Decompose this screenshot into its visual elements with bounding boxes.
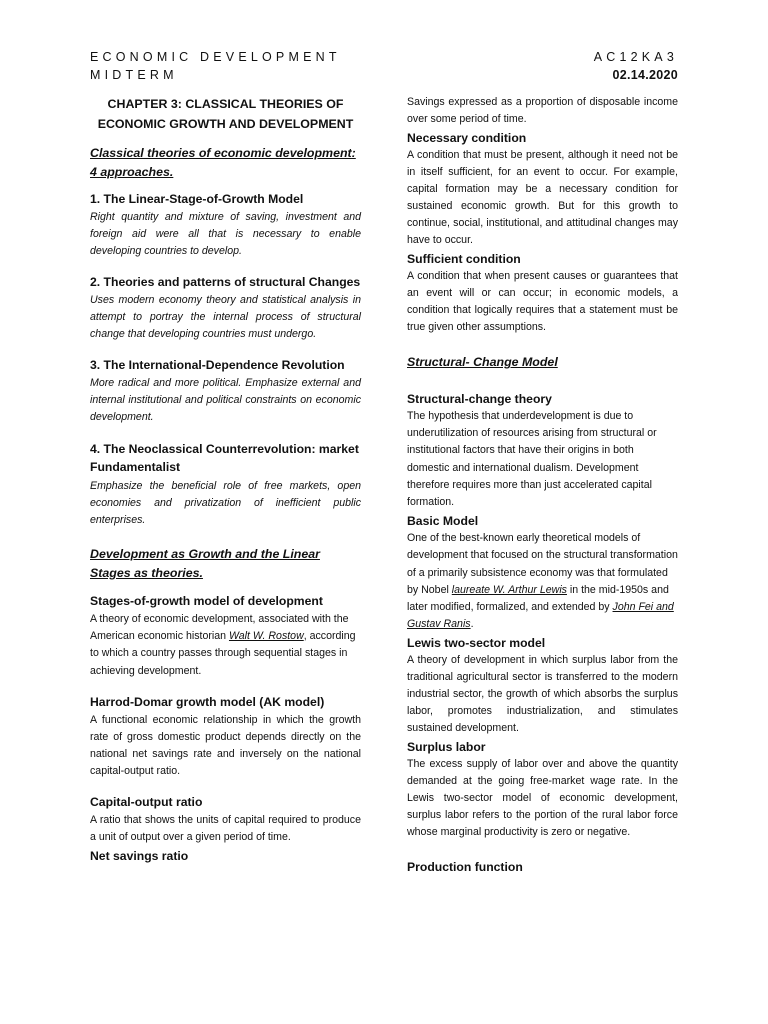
right-column (407, 94, 678, 875)
net-savings-title: Net savings ratio (90, 848, 189, 863)
approach-2-title: 2. Theories and patterns of structural Changes (90, 275, 361, 289)
production-function-title: Production function (407, 860, 523, 875)
necessary-condition-title: Necessary condition (407, 131, 527, 145)
approach-2-desc: Uses modern economy theory and statistical analysis in attempt to portray the internal process of structural change that developing countries must undergo. (90, 294, 361, 340)
linear-stages-section-title: Development as Growth and the Linear Stages as theories. (90, 547, 320, 580)
document-header-right (594, 48, 678, 84)
structural-change-theory-desc: The hypothesis that underdevelopment is due to underutilization of resources arising from structural or institutional factors that have their origins in both domestic and international dualism. Development therefore requires more than just accelerated capital formation. (407, 410, 657, 509)
stages-of-growth-desc (90, 611, 361, 680)
approaches-section-title: Classical theories of economic development: 4 approaches. (90, 146, 356, 179)
approach-4-desc: Emphasize the beneficial role of free markets, open economies and privatization of inefficient public enterprises. (90, 480, 361, 526)
sufficient-condition-title: Sufficient condition (407, 252, 521, 266)
fei-ranis-link[interactable]: John Fei and Gustav Ranis (407, 601, 674, 631)
basic-desc-start: One of the best-known early theoretical models of development that focused on the structural transformation of a primarily subsistence economy was that formulated by Nobel (407, 532, 678, 596)
chapter-title: CHAPTER 3: CLASSICAL THEORIES OF ECONOMIC GROWTH AND DEVELOPMENT (97, 97, 354, 131)
stages-desc-start: A theory of economic development, associated with the American economic historian (90, 613, 349, 643)
basic-model-title: Basic Model (407, 514, 479, 529)
approach-4-title: 4. The Neoclassical Counterrevolution: market Fundamentalist (90, 442, 359, 474)
savings-ratio-desc: Savings expressed as a proportion of disposable income over some period of time. (407, 96, 678, 125)
basic-desc-end: . (470, 618, 474, 631)
harrod-domar-desc: A functional economic relationship in which the growth rate of gross domestic product depends directly on the national net savings rate and inversely on the national capital-output ratio. (90, 713, 361, 777)
section-code: AC12KA3 (593, 50, 678, 64)
lewis-model-title: Lewis two-sector model (407, 636, 546, 651)
approach-1-desc: Right quantity and mixture of saving, investment and foreign aid were all that is necessary to enable developing countries to develop. (90, 211, 361, 257)
lewis-link[interactable]: laureate W. Arthur Lewis (451, 583, 567, 596)
basic-model-desc (407, 530, 678, 633)
stages-of-growth-title: Stages-of-growth model of development (90, 594, 323, 608)
harrod-domar-title: Harrod-Domar growth model (AK model) (90, 694, 325, 709)
necessary-condition-desc: A condition that must be present, although it need not be in itself sufficient, for an event to occur. For example, capital formation may be a necessary condition for sustained economic growth. But for this growth to continue, social, institutional, and attitudinal changes may have to occur. (407, 149, 678, 246)
structural-change-theory-title: Structural-change theory (407, 392, 552, 406)
lewis-model-desc: A theory of development in which surplus labor from the traditional agricultural sector is transferred to the modern industrial sector, the growth of which absorbs the surplus labor, promotes industrialization, and stimulates sustained development. (407, 654, 678, 735)
structural-change-section-title: Structural- Change Model (407, 355, 558, 369)
capital-output-desc: A ratio that shows the units of capital required to produce a unit of output over a given period of time. (90, 813, 361, 843)
document-header-left (90, 48, 341, 84)
document-date: 02.14.2020 (612, 68, 678, 82)
course-name: ECONOMIC DEVELOPMENT (90, 50, 341, 64)
left-column (90, 94, 361, 864)
approach-1-title: 1. The Linear-Stage-of-Growth Model (90, 192, 304, 206)
stages-desc-end: , according to which a country passes through sequential stages in achieving development. (90, 630, 356, 677)
surplus-labor-title: Surplus labor (407, 740, 486, 755)
approach-3-desc: More radical and more political. Emphasize external and internal institutional and political constraints on economic development. (90, 377, 361, 423)
capital-output-title: Capital-output ratio (90, 794, 203, 809)
exam-term: MIDTERM (90, 68, 178, 82)
surplus-labor-desc: The excess supply of labor over and above the quantity demanded at the going free-market wage rate. In the Lewis two-sector model of economic development, surplus labor refers to the portion of the rural labor force whose marginal productivity is zero or negative. (407, 758, 678, 839)
approach-3-title: 3. The International-Dependence Revolution (90, 358, 345, 372)
basic-desc-middle: in the mid-1950s and later modified, formalized, and extended by (407, 583, 669, 614)
rostow-link[interactable]: Walt W. Rostow (228, 630, 304, 643)
sufficient-condition-desc: A condition that when present causes or guarantees that an event will or can occur; in economic models, a condition that logically requires that a statement must be true given other assumptions. (407, 270, 678, 333)
